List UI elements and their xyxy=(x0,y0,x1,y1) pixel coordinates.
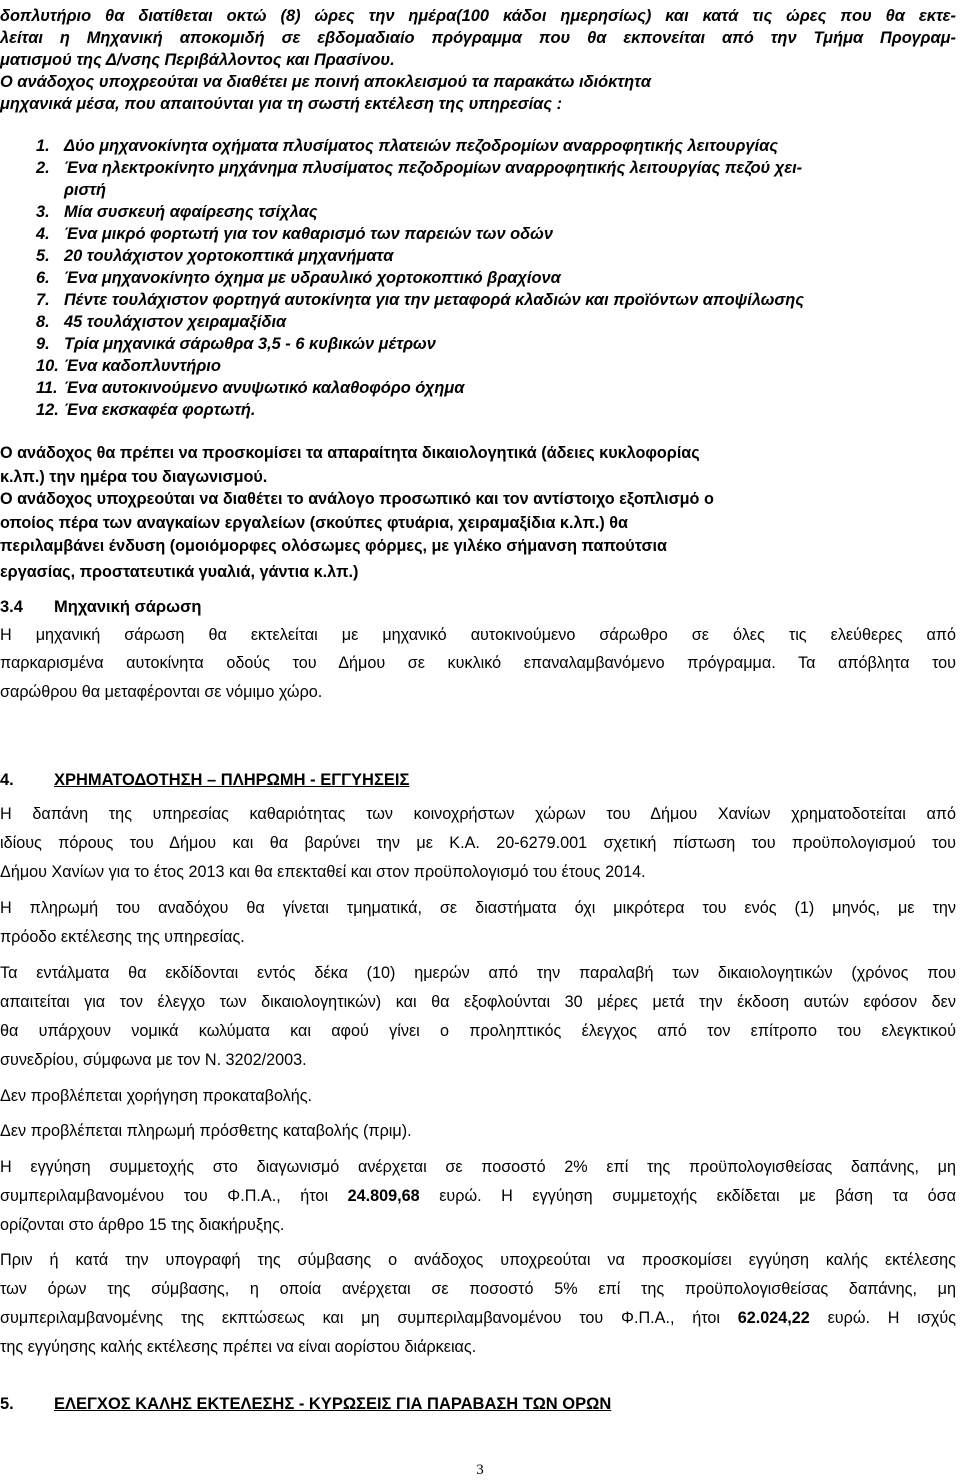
list-item: 2. Ένα ηλεκτροκίνητο μηχάνημα πλυσίματος πεζοδρομίων αναρροφητικής λειτουργίας πεζού χει- xyxy=(36,159,803,177)
performance-guarantee-amount: 62.024,22 xyxy=(737,1309,810,1327)
list-item-continuation: ριστή xyxy=(64,181,107,199)
intro-line: λείται η Μηχανική αποκομιδή σε εβδομαδιαίο πρόγραμμα που θα εκπονείται από την Τμήμα Προγραμ- xyxy=(0,29,956,47)
paragraph-line: συνεδρίου, σύμφωνα με τον Ν. 3202/2003. xyxy=(0,1051,307,1069)
list-item: 12. Ένα εκσκαφέα φορτωτή. xyxy=(36,401,256,419)
list-item: 6. Ένα μηχανοκίνητο όχημα με υδραυλικό χορτοκοπτικό βραχίονα xyxy=(36,269,561,287)
intro-line: μηχανικά μέσα, που απαιτούνται για τη σωστή εκτέλεση της υπηρεσίας : xyxy=(0,95,563,113)
section-text: σαρώθρου θα μεταφέρονται σε νόμιμο χώρο. xyxy=(0,683,323,701)
obligations-line: εργασίας, προστατευτικά γυαλιά, γάντια κ.λπ.) xyxy=(0,563,359,581)
paragraph-line: Η εγγύηση συμμετοχής στο διαγωνισμό ανέρχεται σε ποσοστό 2% επί της προϋπολογισθείσας δαπάνης, μη xyxy=(0,1158,956,1176)
paragraph-line: της εγγύησης καλής εκτέλεσης πρέπει να είναι αορίστου διάρκειας. xyxy=(0,1338,477,1356)
paragraph-line: Η πληρωμή του αναδόχου θα γίνεται τμηματικά, σε διαστήματα όχι μικρότερα του ενός (1) μηνός, με την xyxy=(0,899,956,917)
section-heading: 5. ΕΛΕΓΧΟΣ ΚΑΛΗΣ ΕΚΤΕΛΕΣΗΣ - ΚΥΡΩΣΕΙΣ ΓΙΑ ΠΑΡΑΒΑΣΗ ΤΩΝ ΟΡΩΝ xyxy=(0,1395,612,1413)
section-heading: 3.4 Μηχανική σάρωση xyxy=(0,598,202,616)
list-item: 10. Ένα καδοπλυντήριο xyxy=(36,357,221,375)
obligations-line: Ο ανάδοχος υποχρεούται να διαθέτει το ανάλογο προσωπικό και τον αντίστοιχο εξοπλισμό ο xyxy=(0,490,714,508)
list-item: 3. Μία συσκευή αφαίρεσης τσίχλας xyxy=(36,203,318,221)
paragraph-line: Τα εντάλματα θα εκδίδονται εντός δέκα (10) ημερών από την παραλαβή των δικαιολογητικών (χρόνος που xyxy=(0,964,956,982)
section-text: παρκαρισμένα αυτοκίνητα οδούς του Δήμου σε κυκλικό επαναλαμβανόμενο πρόγραμμα. Τα απόβλητα του xyxy=(0,654,956,672)
list-item: 7. Πέντε τουλάχιστον φορτηγά αυτοκίνητα για την μεταφορά κλαδιών και προϊόντων αποψίλωσης xyxy=(36,291,805,309)
intro-line: ματισμού της Δ/νσης Περιβάλλοντος και Πρασίνου. xyxy=(0,51,395,69)
list-item: 8. 45 τουλάχιστον χειραμαξίδια xyxy=(36,313,287,331)
obligations-line: περιλαμβάνει ένδυση (ομοιόμορφες ολόσωμες φόρμες, με γιλέκο σήμανση παπούτσια xyxy=(0,537,667,555)
obligations-line: Ο ανάδοχος θα πρέπει να προσκομίσει τα απαραίτητα δικαιολογητικά (άδειες κυκλοφορίας xyxy=(0,444,700,462)
bid-guarantee-amount: 24.809,68 xyxy=(347,1187,420,1205)
paragraph-line: Δεν προβλέπεται πληρωμή πρόσθετης καταβολής (πριμ). xyxy=(0,1122,412,1140)
paragraph-line: ιδίους πόρους του Δήμου και θα βαρύνει την με Κ.Α. 20-6279.001 σχετική πίστωση του προϋπολογισμού του xyxy=(0,834,956,852)
list-item: 9. Τρία μηχανικά σάρωθρα 3,5 - 6 κυβικών μέτρων xyxy=(36,335,436,353)
obligations-line: κ.λπ.) την ημέρα του διαγωνισμού. xyxy=(0,468,268,486)
section-text: Η μηχανική σάρωση θα εκτελείται με μηχανικό αυτοκινούμενο σάρωθρο σε όλες τις ελεύθερες από xyxy=(0,626,956,644)
intro-line: Ο ανάδοχος υποχρεούται να διαθέτει με ποινή αποκλεισμού τα παρακάτω ιδιόκτητα xyxy=(0,73,651,91)
paragraph-line: Η δαπάνη της υπηρεσίας καθαριότητας των κοινοχρήστων χώρων του Δήμου Χανίων χρηματοδοτείται από xyxy=(0,805,956,823)
paragraph-line: ορίζονται στο άρθρο 15 της διακήρυξης. xyxy=(0,1216,285,1234)
obligations-line: οποίος πέρα των αναγκαίων εργαλείων (σκούπες φτυάρια, χειραμαξίδια κ.λπ.) θα xyxy=(0,514,628,532)
list-item: 4. Ένα μικρό φορτωτή για τον καθαρισμό των παρειών των οδών xyxy=(36,225,553,243)
paragraph-line: πρόοδο εκτέλεσης της υπηρεσίας. xyxy=(0,928,245,946)
paragraph-line: θα υπάρχουν νομικά κωλύματα και αφού γίνει ο προληπτικός έλεγχος από τον επίτροπο του ελεγκτικού xyxy=(0,1022,956,1040)
intro-line: δοπλυτήριο θα διατίθεται οκτώ (8) ώρες την ημέρα(100 κάδοι ημερησίως) και κατά τις ώρες που θα εκτε- xyxy=(0,7,956,25)
section-heading: 4. ΧΡΗΜΑΤΟΔΟΤΗΣΗ – ΠΛΗΡΩΜΗ - ΕΓΓΥΗΣΕΙΣ xyxy=(0,771,410,789)
paragraph-line: των όρων της σύμβασης, η οποία ανέρχεται σε ποσοστό 5% επί της προϋπολογισθείσας δαπάνης, μη xyxy=(0,1280,956,1298)
paragraph-line: συμπεριλαμβανομένου του Φ.Π.Α., ήτοι 24.809,68 ευρώ. Η εγγύηση συμμετοχής εκδίδεται με βάση τα όσα xyxy=(0,1187,956,1205)
paragraph-line: Δεν προβλέπεται χορήγηση προκαταβολής. xyxy=(0,1087,313,1105)
page-number: 3 xyxy=(476,1462,484,1478)
list-item: 11. Ένα αυτοκινούμενο ανυψωτικό καλαθοφόρο όχημα xyxy=(36,379,465,397)
paragraph-line: Πριν ή κατά την υπογραφή της σύμβασης ο ανάδοχος υποχρεούται να προσκομίσει εγγύηση καλής εκτέλεσης xyxy=(0,1251,956,1269)
list-item: 1. Δύο μηχανοκίνητα οχήματα πλυσίματος πλατειών πεζοδρομίων αναρροφητικής λειτουργίας xyxy=(36,137,778,155)
paragraph-line: Δήμου Χανίων για το έτος 2013 και θα επεκταθεί και στον προϋπολογισμό του έτους 2014. xyxy=(0,863,646,881)
list-item: 5. 20 τουλάχιστον χορτοκοπτικά μηχανήματα xyxy=(36,247,394,265)
paragraph-line: συμπεριλαμβανομένης της εκπτώσεως και μη συμπεριλαμβανομένου του Φ.Π.Α., ήτοι 62.024,22 ευρώ. Η ισχύς xyxy=(0,1309,956,1327)
paragraph-line: απαιτείται για τον έλεγχο των δικαιολογητικών) και θα εξοφλούνται 30 μέρες μετά την έκδοση αυτών εφόσον δεν xyxy=(0,993,956,1011)
